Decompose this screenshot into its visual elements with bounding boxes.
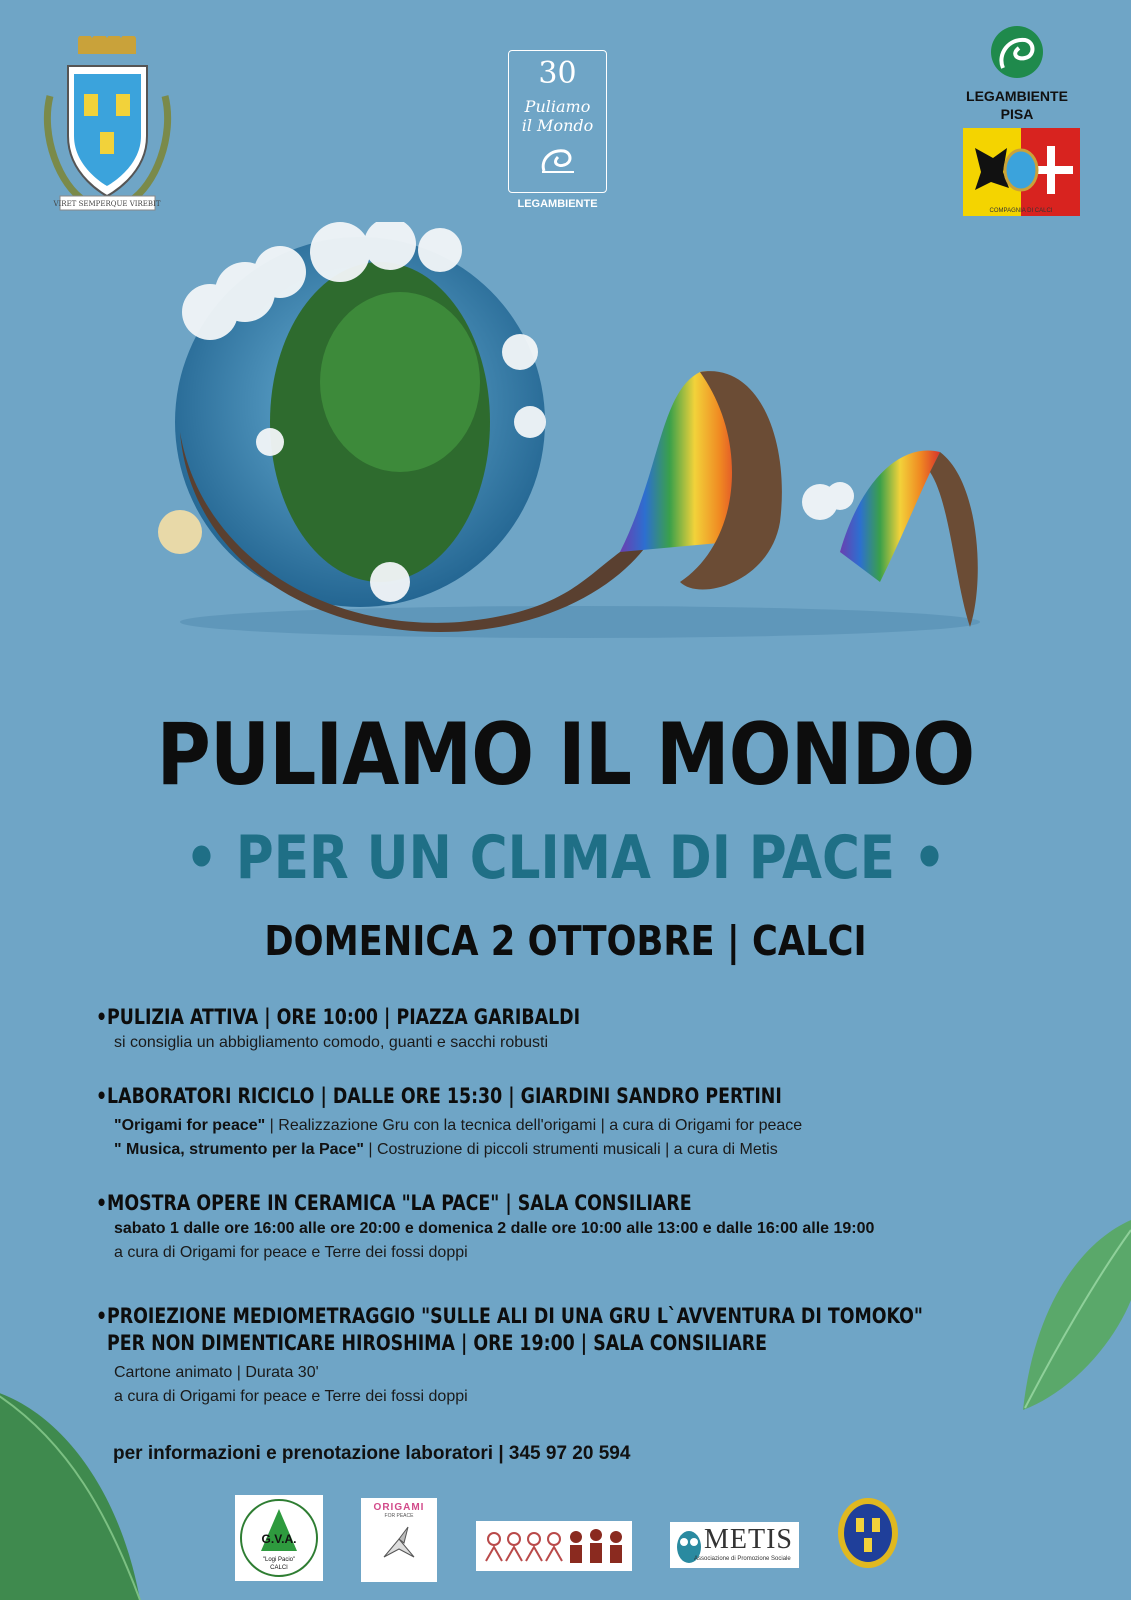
origami-sub: FOR PEACE <box>384 1513 414 1519</box>
compagnia-flag-logo <box>963 128 1080 216</box>
event-heading: LABORATORI RICICLO | DALLE ORE 15:30 | GIARDINI SANDRO PERTINI <box>107 1084 782 1108</box>
legambiente-pisa-logo <box>952 24 1082 121</box>
globe-illustration <box>140 222 1010 662</box>
event-detail: a cura di Origami for peace e Terre dei fossi doppi <box>114 1388 468 1405</box>
gva-sub2: CALCI <box>270 1565 288 1571</box>
crest-motto: VIRET SEMPERQUE VIREBIT <box>53 200 161 208</box>
event-detail: Cartone animato | Durata 30' <box>114 1364 319 1381</box>
detail-bold: " Musica, strumento per la Pace" <box>114 1141 364 1158</box>
events-list <box>96 1004 1076 1409</box>
calci-shield-logo <box>836 1496 900 1570</box>
detail-rest: | Costruzione di piccoli strumenti musicali | a cura di Metis <box>363 1141 778 1158</box>
flag-caption: COMPAGNIA DI CALCI <box>989 208 1053 214</box>
event-item: •MOSTRA OPERE IN CERAMICA "LA PACE" | SALA CONSILIARE sabato 1 dalle ore 16:00 alle ore 20:00 e domenica 2 dalle ore 10:00 alle 13:00 e dalle 16:00 alle 19:00 a cura di Origami for peace e Terre dei fossi doppi <box>96 1190 1076 1265</box>
detail-rest: | Realizzazione Gru con la tecnica dell'origami | a cura di Origami for peace <box>265 1117 803 1134</box>
puliamo-il-mondo-logo <box>508 50 607 193</box>
event-date: DOMENICA 2 OTTOBRE | CALCI <box>264 917 867 965</box>
event-detail <box>114 1114 1076 1138</box>
pim-number: 30 <box>538 56 577 91</box>
event-item: •PROIEZIONE MEDIOMETRAGGIO "SULLE ALI DI UNA GRU L`AVVENTURA DI TOMOKO" PER NON DIMENTICARE HIROSHIMA | ORE 19:00 | SALA CONSILIARE Cartone animato | Durata 30' a cura di Origami for peace e Terre dei fossi doppi <box>96 1303 1076 1409</box>
event-detail <box>114 1138 1076 1162</box>
subtitle: • PER UN CLIMA DI PACE • <box>184 823 947 893</box>
metis-sub: Associazione di Promozione Sociale <box>694 1556 791 1562</box>
info-contact: per informazioni e prenotazione laboratori | 345 97 20 594 <box>113 1443 631 1464</box>
swan-icon <box>989 24 1045 80</box>
metis-logo <box>670 1522 799 1568</box>
figures-icon <box>476 1521 632 1571</box>
legambiente-line1: LEGAMBIENTE <box>966 88 1068 104</box>
event-item: •PULIZIA ATTIVA | ORE 10:00 | PIAZZA GARIBALDI si consiglia un abbigliamento comodo, guanti e sacchi robusti <box>96 1004 1076 1055</box>
event-item: •LABORATORI RICICLO | DALLE ORE 15:30 | GIARDINI SANDRO PERTINI "Origami for peace" | Realizzazione Gru con la tecnica dell'origami | a cura di Origami for peace " Musica, strumento per la Pace" | Costruzione di piccoli strumenti musicali | a cura di Metis <box>96 1083 1076 1162</box>
event-heading: PULIZIA ATTIVA | ORE 10:00 | PIAZZA GARIBALDI <box>107 1005 581 1029</box>
gva-logo <box>235 1495 323 1581</box>
gva-letters: G.V.A. <box>261 1532 297 1546</box>
origami-title: ORIGAMI <box>373 1502 425 1513</box>
pim-line1: Puliamo <box>524 97 591 116</box>
legambiente-line2: PISA <box>1000 106 1034 122</box>
pim-line2: il Mondo <box>521 116 594 135</box>
tree-icon <box>235 1495 323 1581</box>
pim-brand: LEGAMBIENTE <box>517 198 598 210</box>
crest-icon <box>40 36 175 214</box>
terre-fossi-logo <box>476 1521 632 1571</box>
origami-logo <box>361 1498 437 1582</box>
event-detail: sabato 1 dalle ore 16:00 alle ore 20:00 e domenica 2 dalle ore 10:00 alle 13:00 e dalle 16:00 alle 19:00 <box>114 1220 875 1237</box>
event-heading-2: PER NON DIMENTICARE HIROSHIMA | ORE 19:00 | SALA CONSILIARE <box>107 1331 768 1355</box>
metis-name: METIS <box>704 1524 793 1555</box>
gva-sub1: "Logi Pacio" <box>262 1557 296 1563</box>
detail-bold: "Origami for peace" <box>114 1117 266 1134</box>
event-detail: si consiglia un abbigliamento comodo, guanti e sacchi robusti <box>114 1034 549 1051</box>
event-heading: MOSTRA OPERE IN CERAMICA "LA PACE" | SALA CONSILIARE <box>107 1191 692 1215</box>
event-heading: PROIEZIONE MEDIOMETRAGGIO "SULLE ALI DI UNA GRU L`AVVENTURA DI TOMOKO" <box>107 1304 923 1328</box>
swan-icon <box>538 141 578 175</box>
event-detail: a cura di Origami for peace e Terre dei fossi doppi <box>114 1244 468 1261</box>
crane-icon <box>374 1519 424 1569</box>
main-title: PULIAMO IL MONDO <box>156 705 975 805</box>
